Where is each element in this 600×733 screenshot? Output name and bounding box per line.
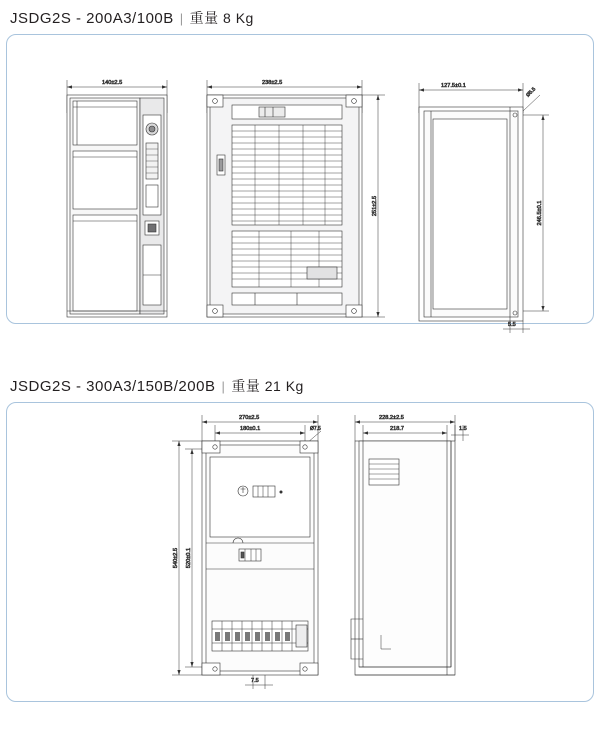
dim-540: 540±2.5 <box>173 547 179 569</box>
dim-238: 238±2.5 <box>262 80 283 86</box>
dim-180: 180±0.1 <box>240 426 261 432</box>
dim-140: 140±2.5 <box>102 80 123 86</box>
dim-5-5: 5.5 <box>508 322 516 328</box>
drawing-2 <box>7 403 593 701</box>
section-1-weight: 重量 8 Kg <box>189 10 254 26</box>
drawing-1 <box>7 35 593 328</box>
section-1-title <box>0 0 600 34</box>
section-2-title <box>0 368 600 402</box>
section-1-model: JSDG2S - 200A3/100B <box>10 10 174 27</box>
section-2-weight: 重量 21 Kg <box>231 378 304 394</box>
dim-246-5: 246.5±0.1 <box>537 200 543 226</box>
dim-251: 251±2.5 <box>372 195 378 217</box>
dim-228-2: 228.2±2.5 <box>379 415 404 421</box>
drawing-panel-2 <box>6 402 594 702</box>
dim-1-5: 1.5 <box>459 426 467 432</box>
section-1-separator: | <box>179 11 184 26</box>
drawing-panel-1 <box>6 34 594 328</box>
dim-270: 270±2.5 <box>239 415 260 421</box>
section-jsdg2s-200a3 <box>0 0 600 328</box>
dim-218-7: 218.7 <box>390 426 404 432</box>
dim-dia-5-5: Ø5.5 <box>525 86 538 99</box>
section-2-separator: | <box>221 379 226 394</box>
dim-7-5: 7.5 <box>251 678 259 684</box>
section-2-model: JSDG2S - 300A3/150B/200B <box>10 378 216 395</box>
dim-127-5: 127.5±0.1 <box>441 83 466 89</box>
dim-520: 520±0.1 <box>186 547 192 569</box>
dim-dia-7-5: Ø7.5 <box>310 426 321 432</box>
section-jsdg2s-300a3 <box>0 368 600 702</box>
